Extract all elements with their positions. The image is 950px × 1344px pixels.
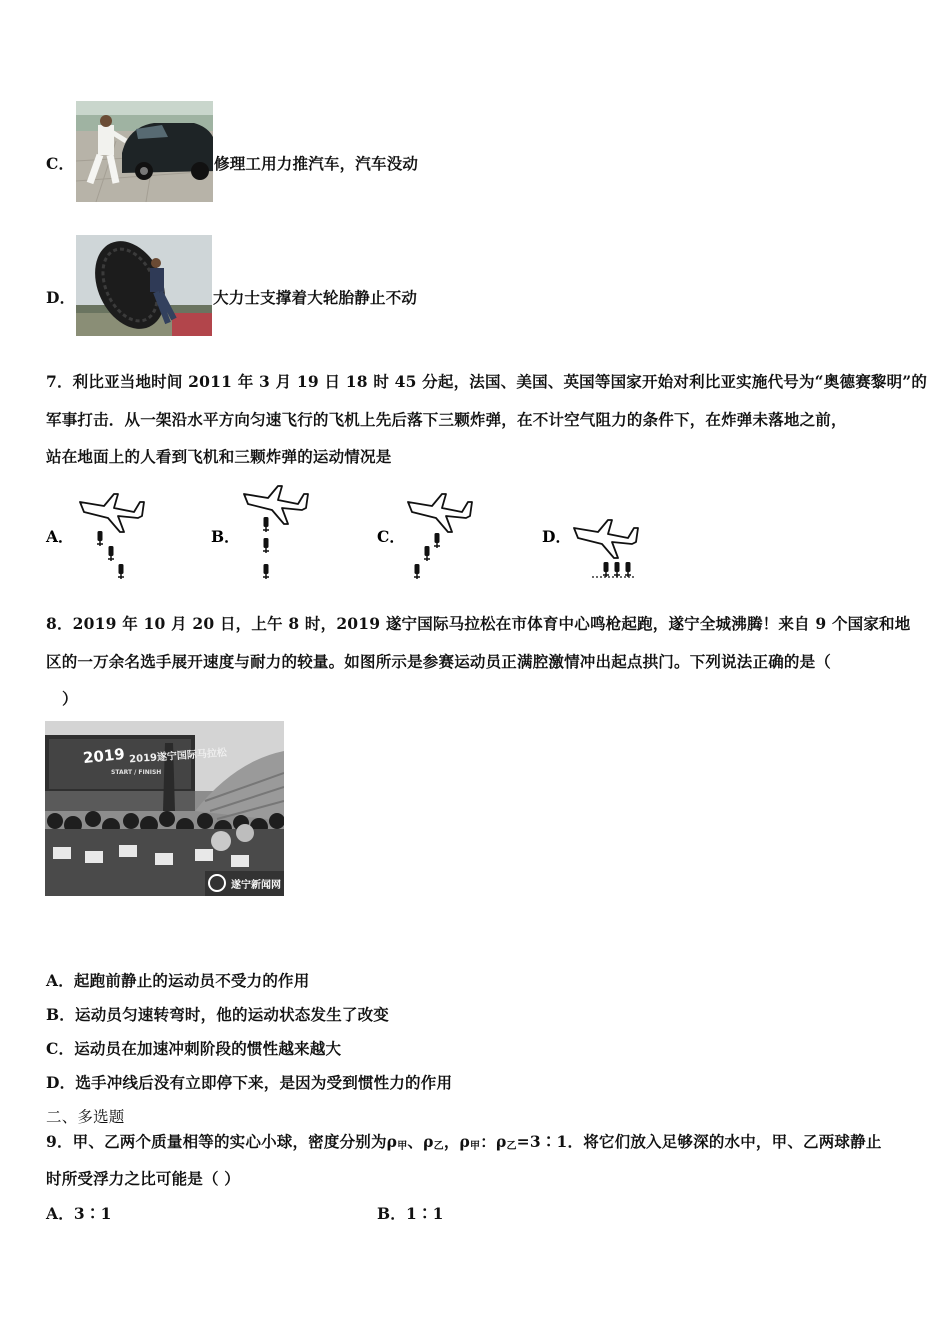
q7-a-bomb-3 xyxy=(118,564,124,579)
option-c-letter: C． xyxy=(46,154,75,173)
q7-line2: 军事打击．从一架沿水平方向匀速飞行的飞机上先后落下三颗炸弹，在不计空气阻力的条件下，在炸弹未落地之前， xyxy=(46,410,847,429)
q7-c-bomb-1 xyxy=(434,533,440,548)
arch-year: 2019 xyxy=(82,744,126,768)
option-d-text: 大力士支撑着大轮胎静止不动 xyxy=(213,288,418,307)
q7-option-d-label: D． xyxy=(542,527,571,546)
q9-mid: ，ρ xyxy=(443,1132,471,1151)
q9-line1-b: =3∶1．将它们放入足够深的水中，甲、乙两球静止 xyxy=(516,1132,882,1151)
car-push-photo xyxy=(76,101,213,202)
section-title: 二、多选题 xyxy=(46,1108,125,1126)
car-push-image xyxy=(76,101,213,202)
option-d-letter: D． xyxy=(46,288,76,307)
q8-option-c: C．运动员在加速冲刺阶段的惯性越来越大 xyxy=(46,1039,342,1058)
q9-option-b: B．1∶1 xyxy=(377,1204,444,1223)
marathon-photo xyxy=(45,721,284,896)
q7-b-plane xyxy=(244,486,308,524)
rho-jia-sub: 甲 xyxy=(397,1141,408,1152)
q7-d-bomb-2 xyxy=(614,562,620,577)
q8-line1: 8．2019 年 10 月 20 日，上午 8 时，2019 遂宁国际马拉松在市体育中心鸣枪起跑，遂宁全城沸腾！来自 9 个国家和地 xyxy=(46,614,911,633)
q7-c-plane xyxy=(408,494,472,532)
q7-option-a-label: A． xyxy=(46,527,74,546)
q8-option-a: A．起跑前静止的运动员不受力的作用 xyxy=(46,971,310,990)
rho-jia-sub-2: 甲 xyxy=(470,1141,481,1152)
q7-d-bomb-3 xyxy=(625,562,631,577)
q9-line1-a: 9．甲、乙两个质量相等的实心小球，密度分别为ρ xyxy=(46,1132,398,1151)
q7-a-bomb-1 xyxy=(97,531,103,546)
q9-line2: 时所受浮力之比可能是（ ） xyxy=(46,1169,240,1188)
q9-line1 xyxy=(46,1130,882,1152)
q8-option-b: B．运动员匀速转弯时，他的运动状态发生了改变 xyxy=(46,1005,390,1024)
q9-option-a: A．3∶1 xyxy=(46,1204,112,1223)
q8-option-d: D．选手冲线后没有立即停下来，是因为受到惯性力的作用 xyxy=(46,1073,453,1092)
q8-line2: 区的一万余名选手展开速度与耐力的较量。如图所示是参赛运动员正满腔激情冲出起点拱门。下列说法正确的是（ xyxy=(46,652,832,671)
option-c-text: 修理工用力推汽车，汽车没动 xyxy=(214,154,419,173)
arch-subtitle: START / FINISH xyxy=(111,769,162,776)
arch-title: 2019遂宁国际马拉松 xyxy=(128,747,228,766)
q7-c-bomb-3 xyxy=(414,564,420,579)
q7-a-bomb-2 xyxy=(108,546,114,561)
q7-options-figure xyxy=(0,470,950,590)
q9-sep1: 、ρ xyxy=(407,1132,434,1151)
q9-colon: ：ρ xyxy=(480,1132,507,1151)
rho-yi-sub-2: 乙 xyxy=(506,1141,517,1152)
q7-option-b-label: B． xyxy=(211,527,240,546)
q7-b-bomb-3 xyxy=(263,564,269,579)
tire-image xyxy=(76,235,212,336)
rho-yi-sub: 乙 xyxy=(433,1141,444,1152)
q7-b-bomb-1 xyxy=(263,517,269,532)
q7-c-bomb-2 xyxy=(424,546,430,561)
q7-a-plane xyxy=(80,494,144,532)
q8-line3: ） xyxy=(62,689,78,708)
photo-watermark: 遂宁新闻网 xyxy=(231,880,281,891)
q7-line3: 站在地面上的人看到飞机和三颗炸弹的运动情况是 xyxy=(46,447,392,466)
q7-d-plane xyxy=(574,520,638,558)
q7-b-bomb-2 xyxy=(263,538,269,553)
q7-option-c-label: C． xyxy=(377,527,405,546)
q7-line1: 7．利比亚当地时间 2011 年 3 月 19 日 18 时 45 分起，法国、美国、英国等国家开始对利比亚实施代号为“奥德赛黎明”的 xyxy=(46,372,928,391)
q7-d-bomb-1 xyxy=(603,562,609,577)
tire-photo xyxy=(76,235,212,336)
